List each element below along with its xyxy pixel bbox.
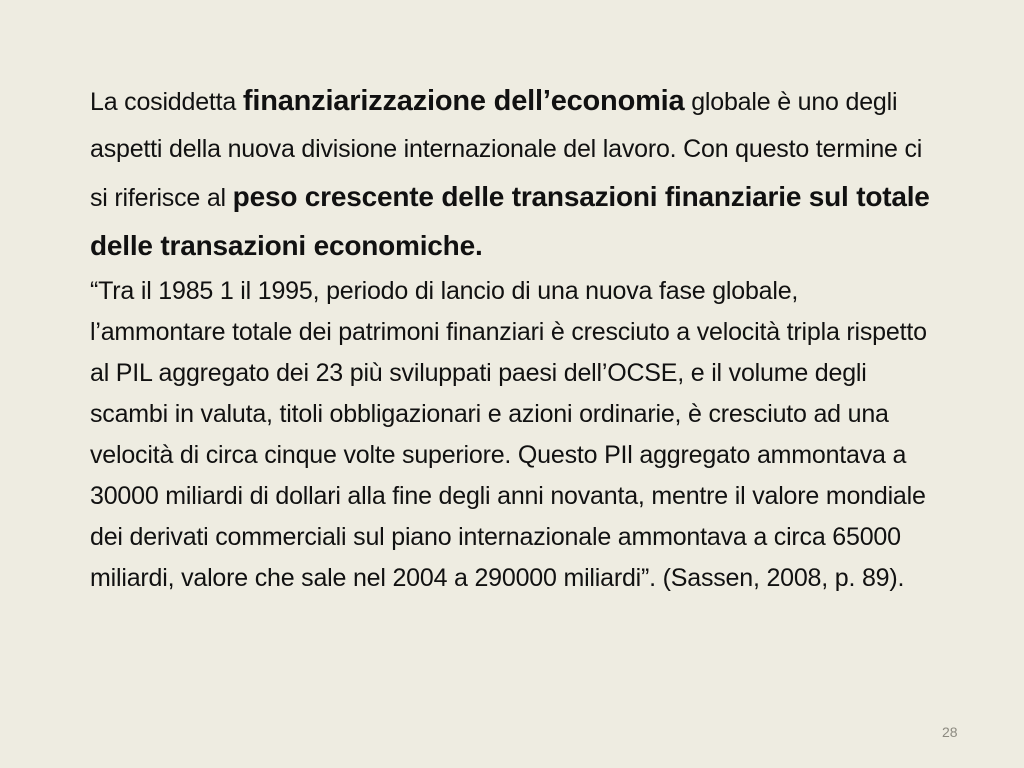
slide-body <box>90 78 935 599</box>
highlight-financialization: finanziarizzazione dell’economia <box>242 85 685 117</box>
slide-number: 28 <box>942 724 958 740</box>
quote-paragraph: “Tra il 1985 1 il 1995, periodo di lancio di una nuova fase globale, l’ammontare totale dei patrimoni finanziari è cresciuto a velocità tripla rispetto al PIL aggregato dei 23 più sviluppati paesi dell’OCSE, e il volume degli scambi in valuta, titoli obbligazionari e azioni ordinarie, è cresciuto ad una velocità di circa cinque volte superiore. Questo PIl aggregato ammontava a 30000 miliardi di dollari alla fine degli anni novanta, mentre il valore mondiale dei derivati commerciali sul piano internazionale ammontava a circa 65000 miliardi, valore che sale nel 2004 a 290000 miliardi”. (Sassen, 2008, p. 89). <box>90 277 927 592</box>
intro-paragraph <box>90 78 935 271</box>
middle-text: globale è uno degli aspetti della nuova divisione internazionale del lavoro. Con questo termine ci si riferisce al <box>90 88 923 212</box>
highlight-growing-weight: peso crescente delle transazioni finanziarie sul totale delle transazioni economiche. <box>90 181 930 261</box>
intro-text: La cosiddetta <box>90 88 243 116</box>
